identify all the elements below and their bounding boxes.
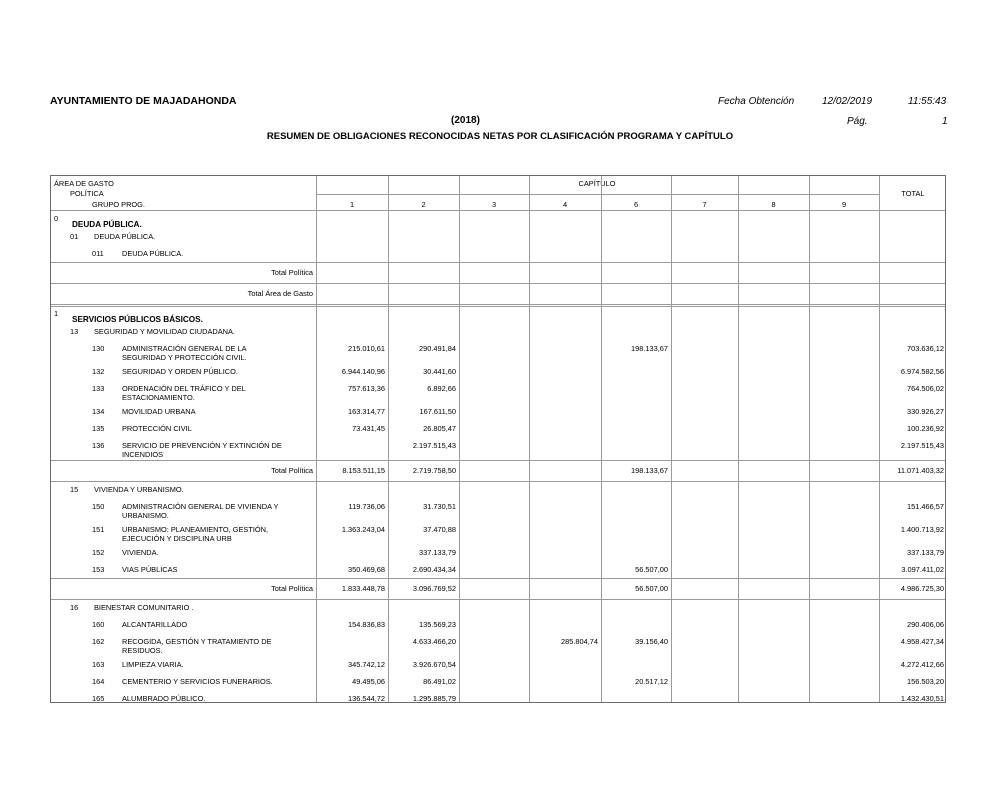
grupo-label: ADMINISTRACIÓN GENERAL DE VIVIENDA Y URBANISMO.: [122, 502, 279, 520]
total-politica-label: Total Política: [271, 466, 313, 475]
value-cell: 26.805,47: [423, 424, 456, 433]
header-capitulo-2: 2: [421, 200, 426, 209]
grupo-code: 160: [92, 620, 105, 629]
grupo-label: URBANISMO: PLANEAMIENTO, GESTIÓN, EJECUCIÓN Y DISCIPLINA URB: [122, 525, 269, 543]
total-rule: [51, 578, 945, 579]
header-capitulo-7: 7: [702, 200, 707, 209]
value-cell: 1.295.885,79: [412, 694, 456, 703]
header-capitulo-6: 6: [633, 200, 639, 209]
header-capitulo-9: 9: [841, 200, 847, 209]
grupo-code: 153: [92, 565, 105, 574]
grupo-label: ALCANTARILLADO: [122, 620, 188, 629]
total-rule: [51, 481, 945, 482]
value-cell: 290.406,06: [907, 620, 944, 629]
grupo-code: 011: [92, 249, 104, 258]
organization-name: AYUNTAMIENTO DE MAJADAHONDA: [50, 95, 237, 107]
header-grupo-prog: GRUPO PROG.: [92, 200, 145, 209]
area-label: DEUDA PÚBLICA.: [72, 220, 142, 229]
grupo-label: ALUMBRADO PÚBLICO.: [122, 694, 206, 703]
value-cell: 4.272.412,66: [900, 660, 944, 669]
value-cell: 49.495,06: [352, 677, 385, 686]
value-cell: 100.236,92: [907, 424, 944, 433]
total-politica-label: Total Política: [271, 268, 313, 277]
value-cell: 8.153.511,15: [342, 466, 385, 475]
value-cell: 86.491,02: [423, 677, 456, 686]
column-divider: [671, 176, 672, 702]
value-cell: 337.133,79: [907, 548, 944, 557]
value-cell: 2.690.434,34: [412, 565, 456, 574]
value-cell: 2.197.515,43: [412, 441, 456, 450]
value-cell: 37.470,88: [423, 525, 456, 534]
grupo-code: 151: [92, 525, 105, 534]
value-cell: 350.469,68: [348, 565, 385, 574]
value-cell: 764.506,02: [907, 384, 944, 393]
politica-code: 13: [70, 327, 79, 336]
value-cell: 290.491,84: [419, 344, 456, 353]
value-cell: 3.097.411,02: [901, 565, 944, 574]
value-cell: 11.071.403,32: [897, 466, 944, 475]
grupo-code: 163: [92, 660, 105, 669]
value-cell: 1.363.243,04: [341, 525, 385, 534]
value-cell: 703.636,12: [907, 344, 944, 353]
value-cell: 6.892,66: [427, 384, 456, 393]
value-cell: 6.974.582,56: [900, 367, 944, 376]
grupo-label: CEMENTERIO Y SERVICIOS FUNERARIOS.: [122, 677, 273, 686]
value-cell: 20.517,12: [635, 677, 668, 686]
value-cell: 119.736,06: [348, 502, 385, 511]
value-cell: 330.926,27: [907, 407, 944, 416]
value-cell: 136.544,72: [348, 694, 385, 703]
politica-code: 01: [70, 232, 79, 241]
total-rule: [51, 262, 945, 263]
column-divider: [601, 176, 602, 702]
total-rule: [51, 283, 945, 284]
grupo-label: ADMINISTRACIÓN GENERAL DE LA SEGURIDAD Y PROTECCIÓN CIVIL.: [122, 344, 247, 362]
grupo-label: ORDENACIÓN DEL TRÁFICO Y DEL ESTACIONAMIENTO.: [122, 384, 246, 402]
politica-label: DEUDA PÚBLICA.: [94, 232, 156, 241]
header-capitulo-4: 4: [562, 200, 568, 209]
header-capitulo-8: 8: [771, 200, 776, 209]
grupo-code: 132: [92, 367, 105, 376]
politica-label: VIVIENDA Y URBANISMO.: [94, 485, 184, 494]
area-code: 0: [54, 214, 59, 223]
value-cell: 2.719.758,50: [412, 466, 456, 475]
value-cell: 6.944.140,96: [341, 367, 385, 376]
value-cell: 215.010,61: [348, 344, 385, 353]
value-cell: 135.569,23: [419, 620, 456, 629]
grupo-code: 133: [92, 384, 105, 393]
value-cell: 56.507,00: [635, 584, 668, 593]
header-area-de-gasto: ÁREA DE GASTO: [54, 179, 114, 188]
grupo-label: VIVIENDA.: [122, 548, 159, 557]
value-cell: 163.314,77: [348, 407, 385, 416]
report-table: [50, 175, 946, 703]
grupo-label: PROTECCIÓN CIVIL: [122, 424, 192, 433]
value-cell: 757.613,36: [348, 384, 385, 393]
value-cell: 1.400.713,92: [900, 525, 944, 534]
politica-code: 15: [70, 485, 79, 494]
value-cell: 1.432.430,51: [900, 694, 944, 703]
value-cell: 3.926.670,54: [412, 660, 456, 669]
page-number: 1: [942, 116, 948, 127]
grupo-label: MOVILIDAD URBANA: [122, 407, 196, 416]
report-year: (2018): [451, 115, 480, 126]
grupo-code: 164: [92, 677, 105, 686]
value-cell: 2.197.515,43: [900, 441, 944, 450]
value-cell: 4.958.427,34: [900, 637, 944, 646]
total-rule: [51, 599, 945, 600]
politica-label: BIENESTAR COMUNITARIO .: [94, 603, 194, 612]
value-cell: 198.133,67: [631, 466, 668, 475]
area-label: SERVICIOS PÚBLICOS BÁSICOS.: [72, 315, 203, 324]
grupo-code: 135: [92, 424, 105, 433]
header-bottom-rule: [51, 210, 945, 211]
value-cell: 3.096.769,52: [412, 584, 456, 593]
grupo-label: SEGURIDAD Y ORDEN PÚBLICO.: [122, 367, 238, 376]
capitulo-divider: [316, 194, 879, 195]
value-cell: 4.633.466,20: [412, 637, 456, 646]
header-politica: POLÍTICA: [70, 189, 104, 198]
total-rule: [51, 460, 945, 461]
grupo-label: DEUDA PÚBLICA.: [122, 249, 184, 258]
area-code: 1: [54, 309, 59, 318]
value-cell: 73.431,45: [352, 424, 385, 433]
total-area-label: Total Área de Gasto: [247, 289, 313, 298]
value-cell: 31.730,51: [423, 502, 456, 511]
column-divider: [529, 176, 530, 702]
value-cell: 1.833.448,78: [341, 584, 385, 593]
column-divider: [459, 176, 460, 702]
value-cell: 167.611,50: [419, 407, 456, 416]
hora-value: 11:55:43: [908, 96, 947, 107]
value-cell: 56.507,00: [635, 565, 668, 574]
column-divider: [738, 176, 739, 702]
value-cell: 39.156,40: [635, 637, 668, 646]
grupo-code: 130: [92, 344, 105, 353]
grupo-label: LIMPIEZA VIARIA.: [122, 660, 184, 669]
area-rule: [51, 306, 945, 307]
header-total: TOTAL: [901, 189, 925, 198]
politica-code: 16: [70, 603, 79, 612]
value-cell: 156.503,20: [907, 677, 944, 686]
value-cell: 30.441,60: [423, 367, 456, 376]
grupo-code: 136: [92, 441, 105, 450]
header-capitulo: CAPÍTULO: [578, 179, 616, 188]
grupo-label: RECOGIDA, GESTIÓN Y TRATAMIENTO DE RESIDUOS.: [122, 637, 272, 655]
fecha-value: 12/02/2019: [822, 96, 873, 107]
value-cell: 285.804,74: [561, 637, 598, 646]
grupo-code: 150: [92, 502, 105, 511]
politica-label: SEGURIDAD Y MOVILIDAD CIUDADANA.: [94, 327, 235, 336]
grupo-label: VIAS PÚBLICAS: [122, 565, 178, 574]
page-label: Pág.: [847, 116, 868, 127]
value-cell: 337.133,79: [419, 548, 456, 557]
value-cell: 4.986.725,30: [900, 584, 944, 593]
total-politica-label: Total Política: [271, 584, 313, 593]
grupo-code: 162: [92, 637, 105, 646]
value-cell: 345.742,12: [348, 660, 385, 669]
grupo-label: SERVICIO DE PREVENCIÓN Y EXTINCIÓN DE INCENDIOS: [122, 441, 282, 459]
header-capitulo-1: 1: [349, 200, 355, 209]
fecha-label: Fecha Obtención: [718, 96, 795, 107]
total-rule: [51, 304, 945, 305]
header-capitulo-3: 3: [491, 200, 497, 209]
grupo-code: 165: [92, 694, 105, 703]
value-cell: 154.836,83: [348, 620, 385, 629]
grupo-code: 152: [92, 548, 105, 557]
grupo-code: 134: [92, 407, 105, 416]
report-title: RESUMEN DE OBLIGACIONES RECONOCIDAS NETAS POR CLASIFICACIÓN PROGRAMA Y CAPÍTULO: [266, 131, 734, 142]
column-divider: [809, 176, 810, 702]
value-cell: 198.133,67: [631, 344, 668, 353]
value-cell: 151.466,57: [907, 502, 944, 511]
